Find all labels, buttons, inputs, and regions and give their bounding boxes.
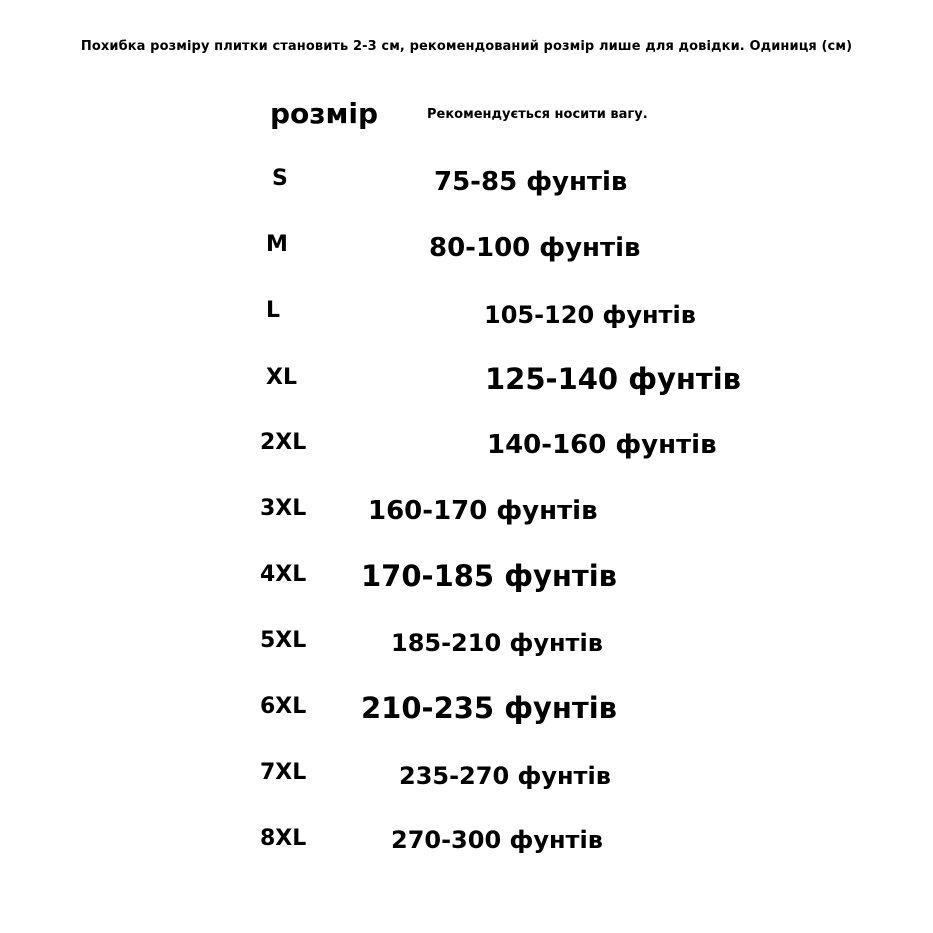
size-label-4xl: 4XL [260, 562, 307, 587]
weight-range-7xl: 235-270 фунтів [399, 762, 611, 790]
size-label-5xl: 5XL [260, 628, 307, 653]
weight-column-header: Рекомендується носити вагу. [427, 107, 648, 122]
weight-range-2xl: 140-160 фунтів [487, 430, 717, 460]
weight-range-6xl: 210-235 фунтів [361, 691, 618, 725]
size-label-8xl: 8XL [260, 826, 307, 851]
weight-range-xl: 125-140 фунтів [485, 362, 742, 396]
weight-range-8xl: 270-300 фунтів [391, 826, 603, 854]
weight-range-4xl: 170-185 фунтів [361, 559, 618, 593]
size-label-xl: XL [266, 365, 297, 390]
size-label-m: M [266, 232, 288, 257]
size-label-l: L [266, 298, 281, 323]
size-label-2xl: 2XL [260, 430, 307, 455]
weight-range-m: 80-100 фунтів [429, 233, 641, 263]
size-label-3xl: 3XL [260, 496, 307, 521]
weight-range-5xl: 185-210 фунтів [391, 629, 603, 657]
size-label-s: S [272, 166, 288, 191]
weight-range-s: 75-85 фунтів [434, 167, 628, 197]
size-label-7xl: 7XL [260, 760, 307, 785]
weight-range-3xl: 160-170 фунтів [368, 496, 598, 526]
size-label-6xl: 6XL [260, 694, 307, 719]
weight-range-l: 105-120 фунтів [484, 301, 696, 329]
size-column-header: розмір [270, 97, 379, 130]
tolerance-note: Похибка розміру плитки становить 2-3 см, рекомендований розмір лише для довідки. Одиниця (см) [80, 39, 853, 54]
